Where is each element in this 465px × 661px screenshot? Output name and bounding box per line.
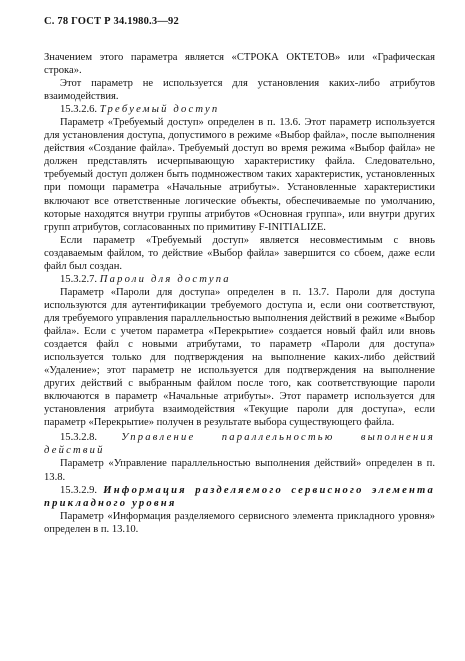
paragraph-concurrency-control-definition: Параметр «Управление параллельностью выполнения действий» определен в п. 13.8. xyxy=(44,458,435,483)
paragraph-shared-ase-information-definition: Параметр «Информация разделяемого сервисного элемента прикладного уровня» определен в п. 13.10. xyxy=(44,510,435,535)
paragraph-access-passwords-definition: Параметр «Пароли для доступа» определен в п. 13.7. Пароли для доступа используются для аутентификации требуемого доступа и, если они соответствуют, для требуемого управления параллельностью выполнения действий в режиме «Выбор файла». Если с учетом параметра «Перекрытие» создается новый файл или вновь создается файл с новыми атрибутами, то параметр «Пароли для доступа» используется только для подтверждения на выполнение каких-либо действий «Удаление»; этот параметр не используется для подтверждения на выполнение других действий с выбранным файлом после того, как соответствующие пароли включаются в параметр «Начальные атрибуты». Этот параметр используется для установления атрибута взаимодействия «Текущие пароли для доступа», если параметр «Перекрытие» получен в результате выбора существующего файла. xyxy=(44,286,435,429)
section-title: Управление параллельностью выполнения действий xyxy=(44,432,436,457)
section-title: Требуемый доступ xyxy=(99,104,220,116)
section-title: Информация разделяемого сервисного элемента прикладного уровня xyxy=(44,484,435,509)
section-number: 15.3.2.6. xyxy=(60,104,98,116)
paragraph-required-access-incompatible: Если параметр «Требуемый доступ» является несовместимым с вновь создаваемым файлом, то действие «Выбор файла» завершится со сбоем, даже если файл был создан. xyxy=(44,234,435,272)
section-heading-concurrency-control xyxy=(44,431,435,457)
section-title: Пароли для доступа xyxy=(99,273,231,285)
paragraph-value-octet-string: Значением этого параметра является «СТРОКА ОКТЕТОВ» или «Графическая строка». xyxy=(44,52,435,77)
section-number: 15.3.2.8. xyxy=(60,432,98,444)
paragraph-required-access-definition: Параметр «Требуемый доступ» определен в п. 13.6. Этот параметр используется для установления доступа, допустимого в режиме «Выбор файла», после выполнения действия «Создание файла». Требуемый доступ во время режима «Выбор файла» не должен представлять исчерпывающую характеристику файла. Следовательно, требуемый доступ должен быть подмножеством таких характеристик, установленных при помощи параметра «Начальные атрибуты». Установленные характеристики включают все ответственные логические объекты, обеспечиваемые по умолчанию, которые находятся внутри группы атрибутов «Основная группа», или внутри других групп атрибутов, согласованных по примитиву F-INITIALIZE. xyxy=(44,117,435,233)
section-heading-access-passwords xyxy=(44,273,435,286)
section-heading-required-access xyxy=(44,103,435,116)
page-header: С. 78 ГОСТ Р 34.1980.3—92 xyxy=(44,16,179,27)
section-number: 15.3.2.9. xyxy=(60,484,98,496)
paragraph-not-used-for-attributes: Этот параметр не используется для установления каких-либо атрибутов взаимодействия. xyxy=(44,78,435,103)
section-heading-shared-ase-information xyxy=(44,484,435,510)
section-number: 15.3.2.7. xyxy=(60,273,98,285)
page-content xyxy=(44,51,435,536)
